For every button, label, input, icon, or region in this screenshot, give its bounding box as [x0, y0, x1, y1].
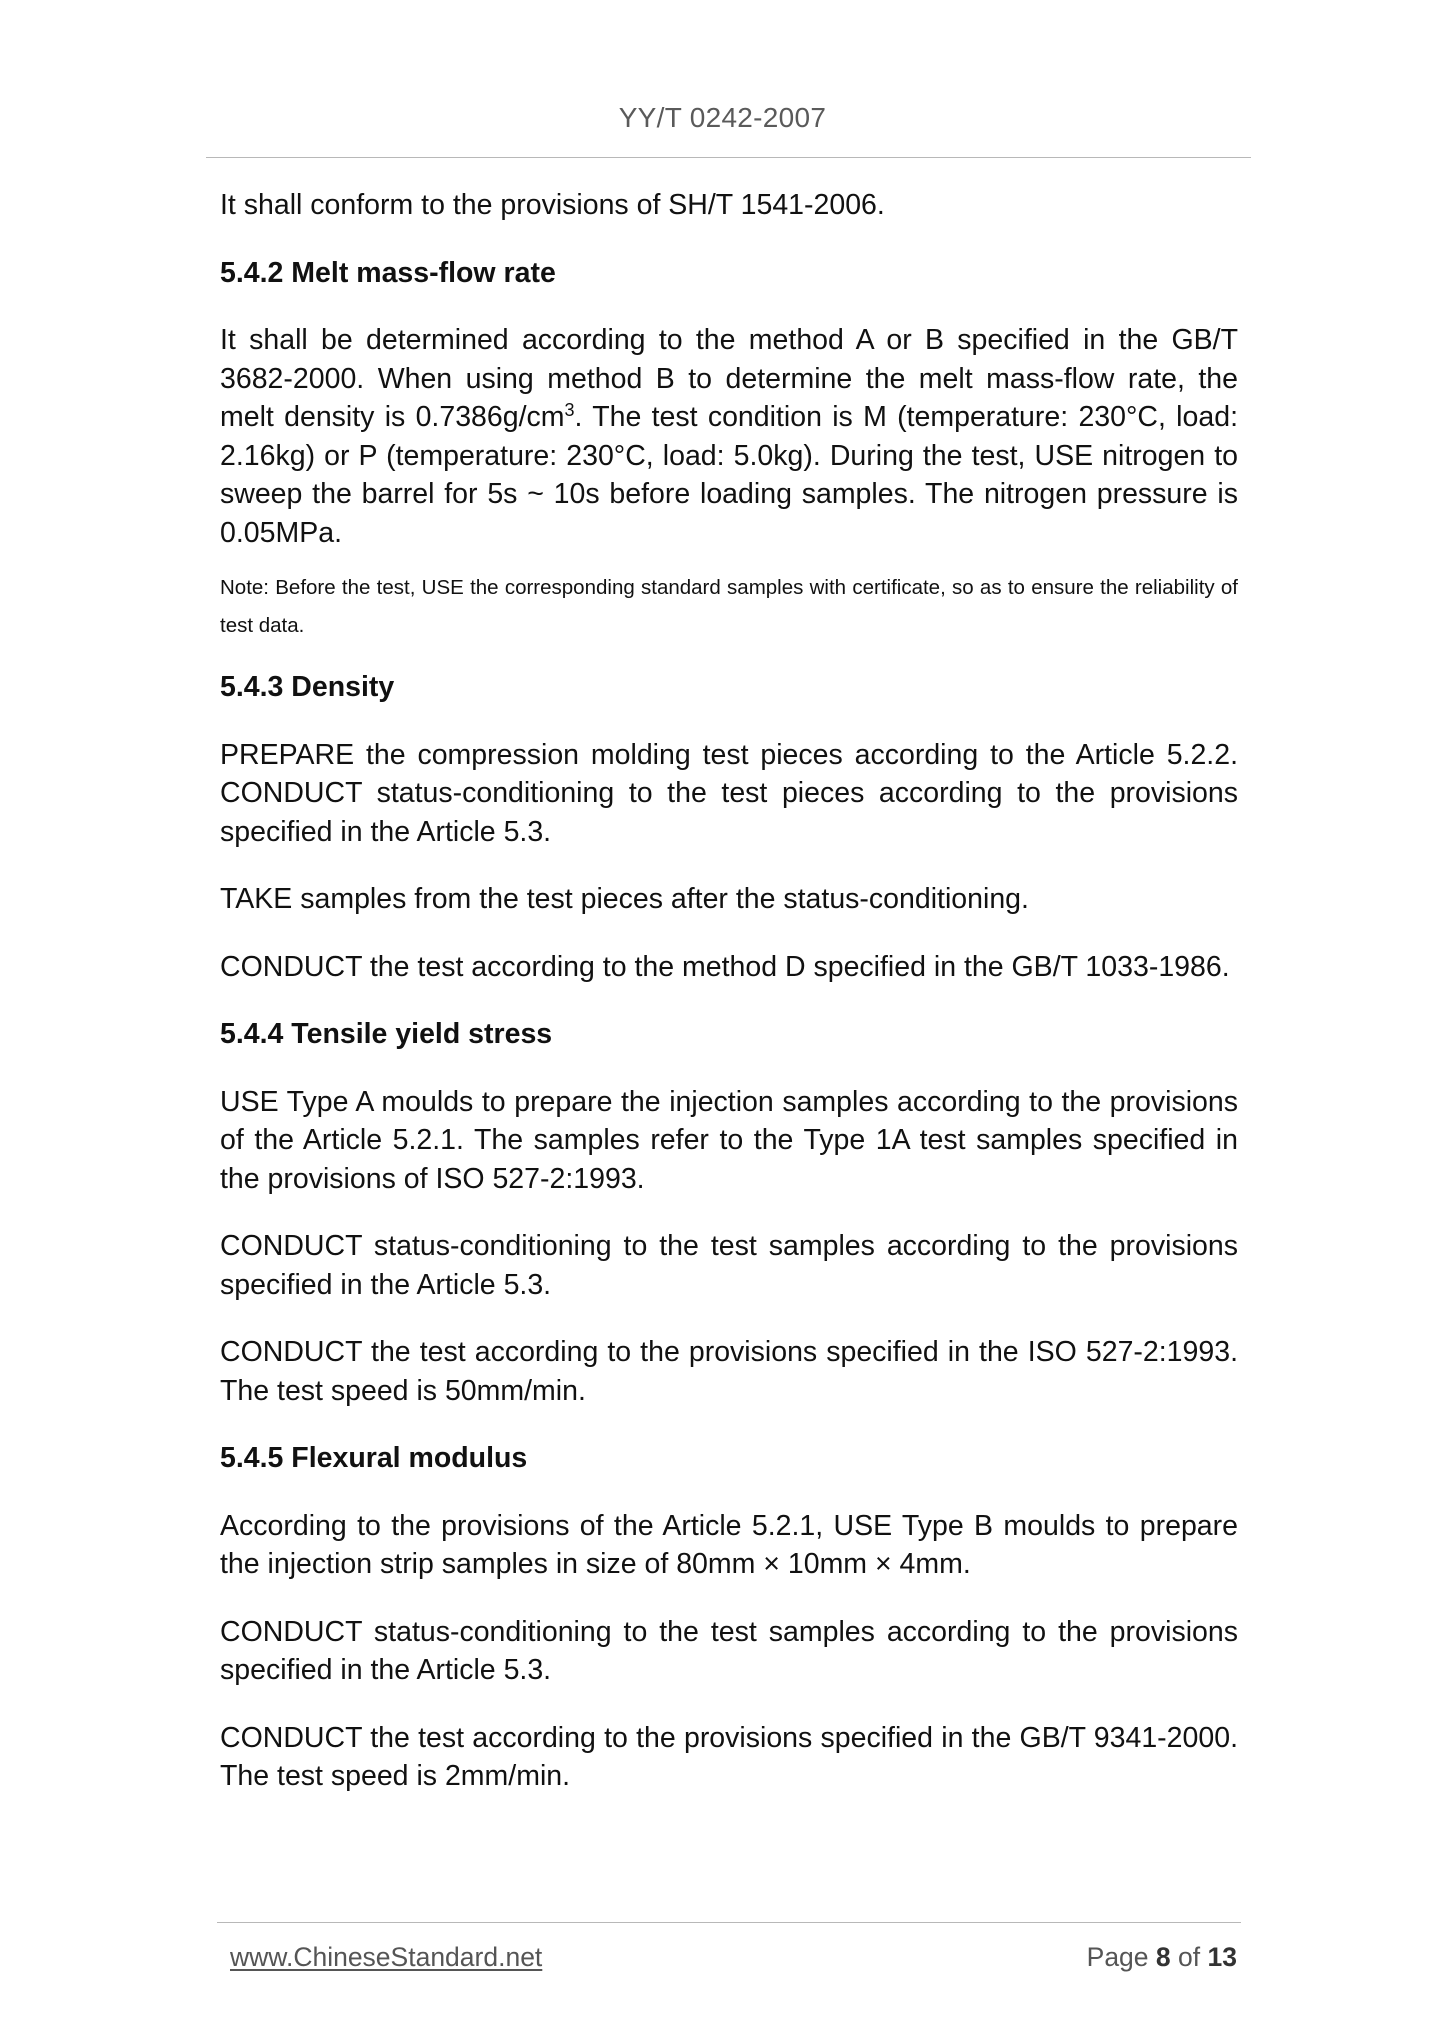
section-heading-melt-mass-flow-rate: 5.4.2 Melt mass-flow rate — [220, 256, 556, 289]
density-paragraph-3: CONDUCT the test according to the method D specified in the GB/T 1033-1986. — [220, 950, 1230, 983]
paragraph-text: . The test condition is M (temperature: 230°C, load: 2.16kg) or P (temperature: 230°C, load: 5.0kg). During the test, USE nitrogen to sweep the barrel for 5s ~ 10s before loading samples. The nitrogen pressure is 0.05MPa. — [220, 401, 1238, 549]
note-paragraph: Note: Before the test, USE the corresponding standard samples with certificate, so as to ensure the reliability of test data. — [220, 576, 1238, 637]
superscript: 3 — [564, 400, 575, 420]
page-header: YY/T 0242-2007 — [618, 102, 827, 133]
tensile-paragraph-1: USE Type A moulds to prepare the injection samples according to the provisions of the Article 5.2.1. The samples refer to the Type 1A test samples specified in the provisions of ISO 527-2:1993. — [220, 1085, 1238, 1195]
page-label: Page — [1086, 1942, 1149, 1972]
intro-paragraph: It shall conform to the provisions of SH/T 1541-2006. — [220, 189, 885, 221]
section-heading-flexural-modulus: 5.4.5 Flexural modulus — [220, 1442, 528, 1474]
page-total: 13 — [1207, 1942, 1237, 1972]
footer-divider — [217, 1922, 1241, 1923]
website-link[interactable]: www.ChineseStandard.net — [230, 1942, 543, 1972]
flexural-paragraph-1: According to the provisions of the Article 5.2.1, USE Type B moulds to prepare the injection strip samples in size of 80mm × 10mm × 4mm. — [220, 1509, 1238, 1580]
page-of: of — [1178, 1942, 1201, 1972]
document-body — [220, 186, 1238, 1825]
page-current: 8 — [1155, 1942, 1171, 1972]
tensile-paragraph-2: CONDUCT status-conditioning to the test samples according to the provisions specified in the Article 5.3. — [220, 1230, 1238, 1301]
section-heading-density: 5.4.3 Density — [220, 671, 395, 703]
header-divider — [206, 157, 1251, 158]
density-paragraph-1: PREPARE the compression molding test pieces according to the Article 5.2.2. CONDUCT status-conditioning to the test pieces according to the provisions specified in the Article 5.3. — [220, 738, 1238, 848]
page-number — [1087, 1942, 1237, 1973]
flexural-paragraph-2: CONDUCT status-conditioning to the test samples according to the provisions specified in the Article 5.3. — [220, 1615, 1238, 1686]
melt-mass-flow-rate-paragraph — [220, 321, 1238, 552]
paragraph-text: It shall be determined according to the method A or B specified in the GB/T 3682-2000. When using method B to determine the melt mass-flow rate, the melt density is 0.7386g/cm — [220, 324, 1238, 433]
flexural-paragraph-3: CONDUCT the test according to the provisions specified in the GB/T 9341-2000. The test speed is 2mm/min. — [220, 1721, 1238, 1792]
density-paragraph-2: TAKE samples from the test pieces after the status-conditioning. — [220, 883, 1029, 915]
section-heading-tensile-yield-stress: 5.4.4 Tensile yield stress — [220, 1018, 553, 1050]
tensile-paragraph-3: CONDUCT the test according to the provisions specified in the ISO 527-2:1993. The test speed is 50mm/min. — [220, 1336, 1238, 1407]
